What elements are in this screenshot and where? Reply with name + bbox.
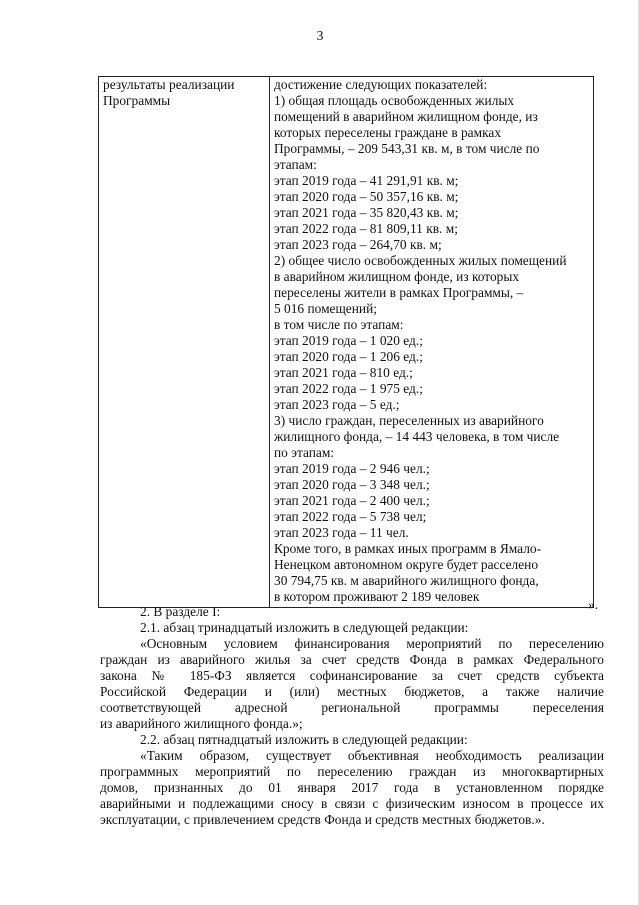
text-line: закона № 185-ФЗ является софинансирование за счет средств субъекта [100, 668, 604, 683]
item-2-2-text [100, 748, 604, 828]
item-2-2-heading: 2.2. абзац пятнадцатый изложить в следующей редакции: [140, 732, 468, 747]
text-line: программных мероприятий по переселению граждан из многоквартирных [100, 764, 604, 779]
text-line: домов, признанных до 01 января 2017 года в установленном порядке [100, 780, 604, 795]
table-value-line: по этапам: [274, 445, 335, 460]
table-value-line: этапам: [274, 157, 317, 172]
table-value-line: 3) число граждан, переселенных из аварийного [274, 413, 544, 428]
table-value-line: жилищного фонда, – 14 443 человека, в том числе [274, 429, 560, 444]
table-value-line: этап 2019 года – 41 291,91 кв. м; [274, 173, 459, 188]
table-value-line: которых переселены граждане в рамках [274, 125, 502, 140]
table-value-line: этап 2023 года – 11 чел. [274, 525, 409, 540]
text-line: из аварийного жилищного фонда.»; [100, 716, 303, 731]
table-value-line: достижение следующих показателей: [274, 77, 488, 92]
table-value-line: этап 2020 года – 1 206 ед.; [274, 349, 423, 364]
page-number: 3 [316, 28, 324, 43]
table-value-line: этап 2022 года – 5 738 чел; [274, 509, 427, 524]
table-value-line: Ненецком автономном округе будет расселено [274, 557, 539, 572]
text-line: Российской Федерации и (или) местных бюджетов, а также наличие [100, 684, 604, 699]
table-value-line: этап 2019 года – 2 946 чел.; [274, 461, 430, 476]
table-value-line: этап 2023 года – 264,70 кв. м; [274, 237, 442, 252]
closing-quote: ». [588, 597, 599, 612]
table-value-cell [270, 77, 594, 608]
text-line: граждан из аварийного жилья за счет средств Фонда в рамках Федерального [100, 652, 604, 667]
text-line: аварийными и подлежащими сносу в связи с физическим износом в процессе их [100, 796, 604, 811]
text-line: «Таким образом, существует объективная необходимость реализации [140, 748, 604, 763]
table-value-line: в том числе по этапам: [274, 317, 404, 332]
text-line: соответствующей адресной региональной программы переселения [100, 700, 604, 715]
table-value-line: 5 016 помещений; [274, 301, 377, 316]
table-value-line: 1) общая площадь освобожденных жилых [274, 93, 515, 108]
table-value-line: этап 2021 года – 2 400 чел.; [274, 493, 430, 508]
table-value-line: 30 794,75 кв. м аварийного жилищного фонда, [274, 573, 539, 588]
table-value-line: этап 2019 года – 1 020 ед.; [274, 333, 423, 348]
table-value-line: этап 2021 года – 810 ед.; [274, 365, 413, 380]
table-value-line: этап 2022 года – 81 809,11 кв. м; [274, 221, 458, 236]
item-2-1-heading: 2.1. абзац тринадцатый изложить в следующей редакции: [140, 620, 469, 635]
table-value-line: в котором проживают 2 189 человек [274, 589, 480, 604]
table-label-cell: результаты реализации Программы [99, 77, 270, 608]
table-value-line: этап 2022 года – 1 975 ед.; [274, 381, 423, 396]
amendment-text [100, 604, 604, 828]
table-value-line: помещений в аварийном жилищном фонде, из [274, 109, 538, 124]
table-value-line: в аварийном жилищном фонде, из которых [274, 269, 520, 284]
item-2-1-text [100, 636, 604, 732]
program-results-table [98, 76, 594, 608]
section-heading: 2. В разделе I: [140, 604, 221, 619]
table-row [99, 77, 594, 608]
table-value-line: переселены жители в рамках Программы, – [274, 285, 524, 300]
table-value-line: Кроме того, в рамках иных программ в Ямало- [274, 541, 542, 556]
text-line: эксплуатации, с привлечением средств Фонда и средств местных бюджетов.». [100, 812, 545, 827]
table-value-line: этап 2020 года – 50 357,16 кв. м; [274, 189, 459, 204]
table-value-line: Программы, – 209 543,31 кв. м, в том числе по [274, 141, 540, 156]
table-value-line: 2) общее число освобожденных жилых помещений [274, 253, 567, 268]
table-value-line: этап 2023 года – 5 ед.; [274, 397, 400, 412]
text-line: «Основным условием финансирования мероприятий по переселению [140, 636, 604, 651]
table-value-line: этап 2021 года – 35 820,43 кв. м; [274, 205, 459, 220]
table-value-line: этап 2020 года – 3 348 чел.; [274, 477, 430, 492]
